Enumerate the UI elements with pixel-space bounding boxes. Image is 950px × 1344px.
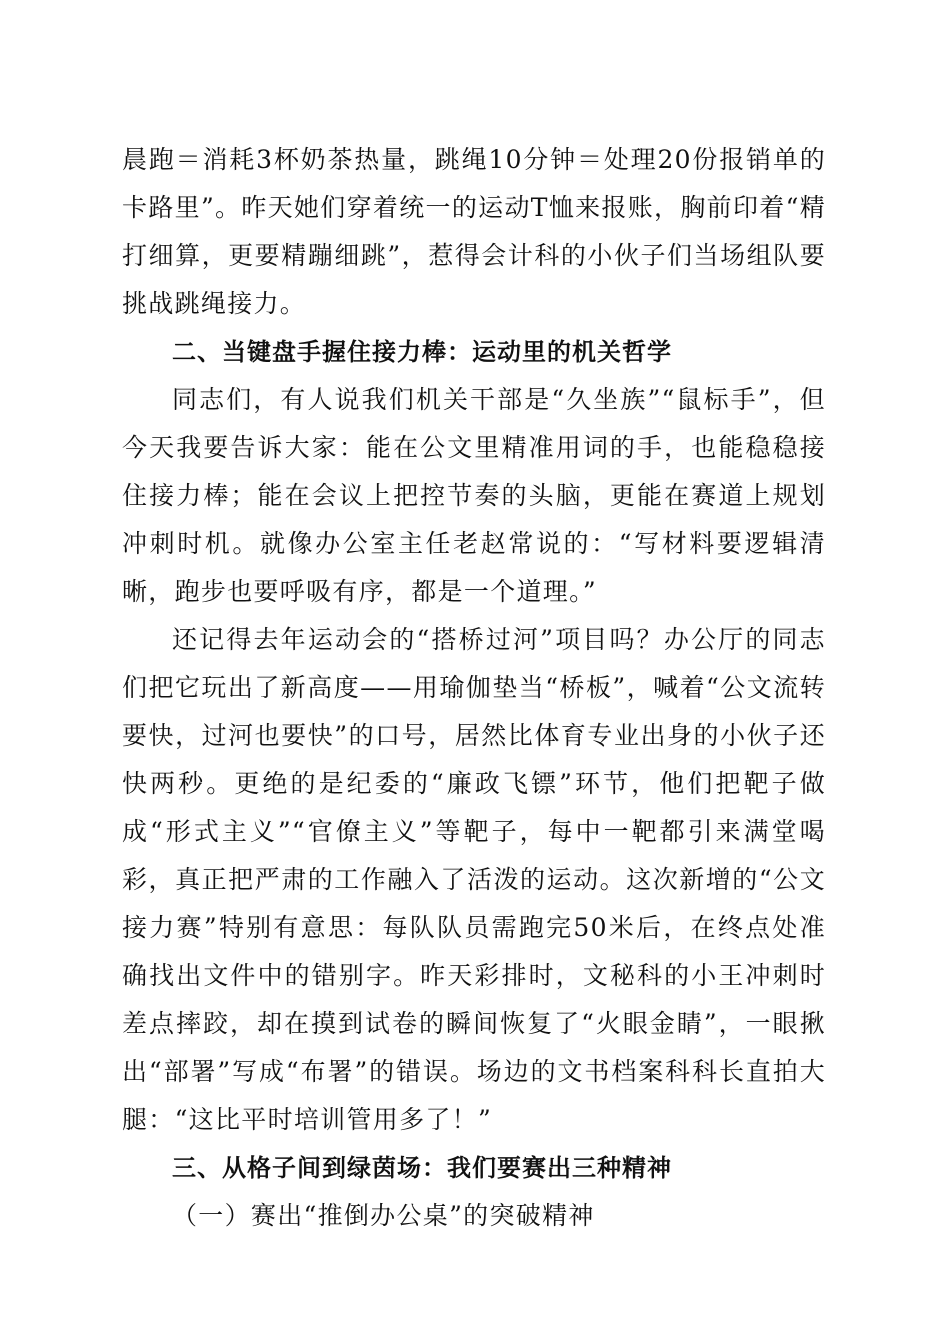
paragraph-section-2-story: 还记得去年运动会的“搭桥过河”项目吗？办公厅的同志们把它玩出了新高度——用瑜伽垫当“桥板”，喊着“公文流转要快，过河也要快”的口号，居然比体育专业出身的小伙子还快两秒。更绝的是纪委的“廉政飞镖”环节，他们把靶子做成“形式主义”“官僚主义”等靶子，每中一靶都引来满堂喝彩，真正把严肃的工作融入了活泼的运动。这次新增的“公文接力赛”特别有意思：每队队员需跑完50米后，在终点处准确找出文件中的错别字。昨天彩排时，文秘科的小王冲刺时差点摔跤，却在摸到试卷的瞬间恢复了“火眼金睛”，一眼揪出“部署”写成“布署”的错误。场边的文书档案科科长直拍大腿：“这比平时培训管用多了！” <box>122 625 826 1134</box>
section-heading-3: 三、从格子间到绿茵场：我们要赛出三种精神 <box>172 1154 672 1182</box>
subsection-heading-3-1: （一）赛出“推倒办公桌”的突破精神 <box>172 1201 595 1230</box>
document-body <box>122 136 826 1240</box>
paragraph-section-2-intro: 同志们，有人说我们机关干部是“久坐族”“鼠标手”，但今天我要告诉大家：能在公文里精准用词的手，也能稳稳接住接力棒；能在会议上把控节奏的头脑，更能在赛道上规划冲刺时机。就像办公室主任老赵常说的：“写材料要逻辑清晰，跑步也要呼吸有序，都是一个道理。” <box>122 385 826 606</box>
paragraph-continued: 晨跑＝消耗3杯奶茶热量，跳绳10分钟＝处理20份报销单的卡路里”。昨天她们穿着统一的运动T恤来报账，胸前印着“精打细算，更要精蹦细跳”，惹得会计科的小伙子们当场组队要挑战跳绳接力。 <box>122 145 826 318</box>
section-heading-2: 二、当键盘手握住接力棒：运动里的机关哲学 <box>172 338 672 366</box>
